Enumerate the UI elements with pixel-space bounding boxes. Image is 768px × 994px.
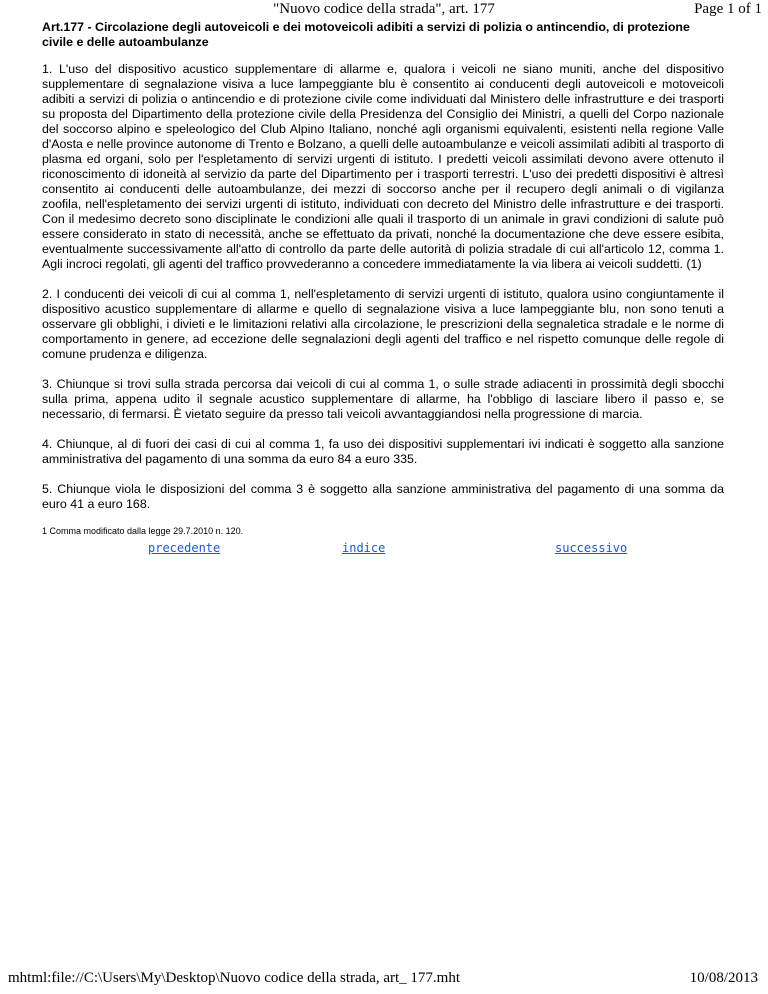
paragraph-comma-2: 2. I conducenti dei veicoli di cui al comma 1, nell'espletamento di servizi urgenti di istituto, qualora usino congiuntamente il dispositivo acustico supplementare di allarme e quello di segnalazione visiva a luce lampeggiante blu, non sono tenuti a osservare gli obblighi, i divieti e le limitazioni relativi alla circolazione, le prescrizioni della segnaletica stradale e le norme di comportamento in genere, ad eccezione delle segnalazioni degli agenti del traffico e nel rispetto comunque delle regole di comune prudenza e diligenza.	[42, 287, 724, 361]
print-header	[0, 0, 768, 20]
file-path: mhtml:file://C:\Users\My\Desktop\Nuovo codice della strada, art_ 177.mht	[8, 970, 461, 986]
article-title: Art.177 - Circolazione degli autoveicoli e dei motoveicoli adibiti a servizi di polizia o antincendio, di protezione civile e delle autoambulanze	[42, 20, 690, 49]
footnote: 1 Comma modificato dalla legge 29.7.2010 n. 120.	[42, 526, 244, 536]
article-content	[42, 20, 724, 559]
print-header-title: "Nuovo codice della strada", art. 177	[273, 1, 495, 17]
paragraph-comma-1: 1. L'uso del dispositivo acustico supplementare di allarme e, qualora i veicoli ne siano muniti, anche del dispositivo supplementare di segnalazione visiva a luce lampeggiante blu è consentito ai conducenti degli autoveicoli e motoveicoli adibiti a servizi di polizia o antincendio e di protezione civile come individuati dal Ministero delle infrastrutture e dei trasporti su proposta del Dipartimento della protezione civile della Presidenza del Consiglio dei Ministri, a quelli del Corpo nazionale del soccorso alpino e speleologico del Club Alpino Italiano, nonché agli organismi equivalenti, esistenti nella regione Valle d'Aosta e nelle province autonome di Trento e Bolzano, a quelli delle autoambulanze e veicoli assimilati adibiti al trasporto di plasma ed organi, solo per l'espletamento di servizi urgenti di istituto. I predetti veicoli assimilati devono avere ottenuto il riconoscimento di idoneità al servizio da parte del Dipartimento per i trasporti terrestri. L'uso dei predetti dispositivi è altresì consentito ai conducenti delle autoambulanze, dei mezzi di soccorso anche per il recupero degli animali o di vigilanza zoofila, nell'espletamento dei servizi urgenti di istituto, individuati con decreto del Ministro delle infrastrutture e dei trasporti. Con il medesimo decreto sono disciplinate le condizioni alle quali il trasporto di un animale in gravi condizioni di salute può essere considerato in stato di necessità, anche se effettuato da privati, nonché la documentazione che deve essere esibita, eventualmente successivamente all'atto di controllo da parte delle autorità di polizia stradale di cui all'articolo 12, comma 1. Agli incroci regolati, gli agenti del traffico provvederanno a concedere immediatamente la via libera ai veicoli suddetti. (1)	[42, 62, 724, 271]
page-number: Page 1 of 1	[694, 1, 762, 17]
paragraph-comma-4: 4. Chiunque, al di fuori dei casi di cui al comma 1, fa uso dei dispositivi supplementari ivi indicati è soggetto alla sanzione amministrativa del pagamento di una somma da euro 84 a euro 335.	[42, 437, 724, 466]
navigation-links	[42, 541, 724, 559]
next-link[interactable]: successivo	[555, 541, 628, 555]
previous-link[interactable]: precedente	[148, 541, 221, 555]
index-link[interactable]: indice	[342, 541, 386, 555]
paragraph-comma-5: 5. Chiunque viola le disposizioni del comma 3 è soggetto alla sanzione amministrativa del pagamento di una somma da euro 41 a euro 168.	[42, 482, 724, 511]
print-date: 10/08/2013	[689, 970, 758, 986]
print-footer	[0, 970, 768, 990]
paragraph-comma-3: 3. Chiunque si trovi sulla strada percorsa dai veicoli di cui al comma 1, o sulle strade adiacenti in prossimità degli sbocchi sulla prima, appena udito il segnale acustico supplementare di allarme, ha l'obbligo di lasciare libero il passo e, se necessario, di fermarsi. È vietato seguire da presso tali veicoli avvantaggiandosi nella progressione di marcia.	[42, 377, 724, 421]
